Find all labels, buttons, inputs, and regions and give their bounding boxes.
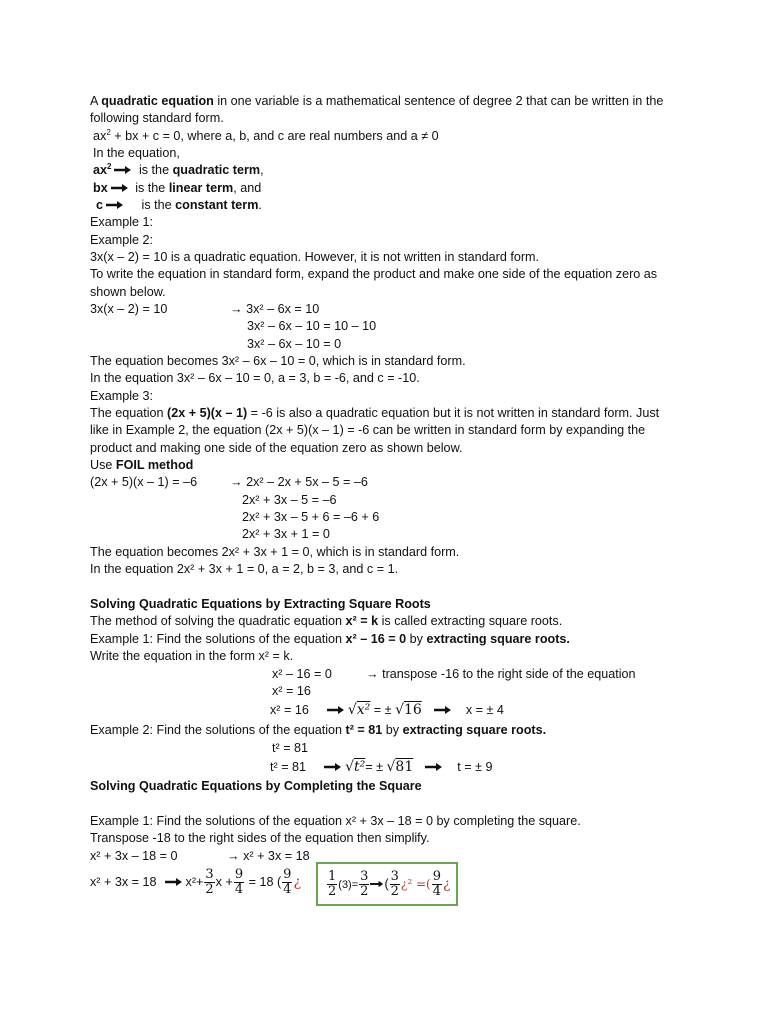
square-roots-example-1: Example 1: Find the solutions of the equation x² – 16 = 0 by extracting square roots. xyxy=(90,632,570,646)
arrow-right-icon xyxy=(327,705,345,715)
standard-form-line: $ax^2$ + bx + c = 0, where a, b, and c are real numbers and a ≠ 0 xyxy=(93,128,439,143)
square-roots-example-2: Example 2: Find the solutions of the equation t² = 81 by extracting square roots. xyxy=(90,723,547,737)
sqrt-t-squared: √t² xyxy=(345,759,366,775)
cs-transpose: Transpose -18 to the right sides of the equation then simplify. xyxy=(90,831,430,845)
example-2-paragraph-2: shown below. xyxy=(90,285,166,299)
cs-step-1-right: → x² + 3x = 18 xyxy=(227,849,310,863)
example-3-paragraph-1: The equation (2x + 5)(x – 1) = -6 is also a quadratic equation but it is not written in standard form. Just xyxy=(90,406,660,420)
arrow-right-icon xyxy=(165,877,183,887)
fraction-1-over-2: $\frac{1}{2}$ xyxy=(328,869,337,900)
fraction-9-over-4: $\frac{9}{4}$ xyxy=(283,867,292,898)
constant-term-line: c is the constant term. xyxy=(96,198,262,212)
arrow-right-icon xyxy=(324,762,342,772)
section-heading-square-roots: Solving Quadratic Equations by Extracting Square Roots xyxy=(90,597,431,611)
square-roots-definition: The method of solving the quadratic equation x² = k is called extracting square roots. xyxy=(90,614,563,628)
intro-paragraph-line-1: A quadratic equation in one variable is a mathematical sentence of degree 2 that can be written in the xyxy=(90,94,664,108)
square-roots-write-form: Write the equation in the form x² = k. xyxy=(90,649,294,663)
sr-ex1-step-1-note: → transpose -16 to the right side of the equation xyxy=(366,667,636,681)
arrow-right-icon xyxy=(434,705,452,715)
example-2-step-1-left: 3x(x – 2) = 10 xyxy=(90,302,168,316)
example-3-result-1: The equation becomes 2x² + 3x + 1 = 0, which is in standard form. xyxy=(90,545,460,559)
fraction-3-over-2: $\frac{3}{2}$ xyxy=(390,869,399,900)
fraction-9-over-4: $\frac{9}{4}$ xyxy=(234,867,244,898)
sr-ex2-step-1: t² = 81 xyxy=(272,741,309,755)
in-the-equation: In the equation, xyxy=(93,146,180,160)
arrow-right-icon xyxy=(106,200,124,210)
foil-method-line: Use FOIL method xyxy=(90,458,194,472)
cs-step-2: x² + 3x = 18 x²+ $\frac{3}{2}$ x + $\frac{9}{4}$ = 18 ( $\frac{9}{4}$ ¿ xyxy=(90,867,301,898)
example-2-label: Example 2: xyxy=(90,233,153,247)
sr-ex1-step-2: x² = 16 xyxy=(272,684,311,698)
section-heading-completing-square: Solving Quadratic Equations by Completing the Square xyxy=(90,779,422,793)
example-2-step-3: 3x² – 6x – 10 = 0 xyxy=(247,337,342,351)
fraction-9-over-4: $\frac{9}{4}$ xyxy=(432,869,441,900)
sr-ex1-step-1: x² – 16 = 0 xyxy=(272,667,332,681)
fraction-3-over-2: $\frac{3}{2}$ xyxy=(205,867,214,898)
example-3-paragraph-3: product and making one side of the equation zero as shown below. xyxy=(90,441,463,455)
example-2-paragraph-1: To write the equation in standard form, expand the product and make one side of the equation zero as xyxy=(90,267,658,281)
arrow-right-icon xyxy=(425,762,443,772)
example-2-statement: 3x(x – 2) = 10 is a quadratic equation. However, it is not written in standard form. xyxy=(90,250,540,264)
intro-paragraph-line-2: following standard form. xyxy=(90,111,224,125)
sqrt-x-squared: √x² xyxy=(347,702,371,718)
cs-step-1-left: x² + 3x – 18 = 0 xyxy=(90,849,178,863)
sr-ex1-step-3: x² = 16 √x² = ± √16 x = ± 4 xyxy=(270,702,504,718)
example-1-label: Example 1: xyxy=(90,215,153,229)
example-3-step-2: 2x² + 3x – 5 = –6 xyxy=(242,493,337,507)
fraction-3-over-2: $\frac{3}{2}$ xyxy=(360,869,369,900)
example-3-result-2: In the equation 2x² + 3x + 1 = 0, a = 2, b = 3, and c = 1. xyxy=(90,562,399,576)
arrow-right-icon xyxy=(114,165,132,175)
half-coefficient-work: $\frac{1}{2}$ (3)= $\frac{3}{2}$ ( $\frac{3}{2}$ ¿² =( $\frac{9}{4}$ ¿ xyxy=(328,869,451,900)
sqrt-16: √16 xyxy=(395,702,422,718)
example-3-step-1-right: → 2x² – 2x + 5x – 5 = –6 xyxy=(230,475,368,489)
example-3-step-3: 2x² + 3x – 5 + 6 = –6 + 6 xyxy=(242,510,380,524)
example-2-step-2: 3x² – 6x – 10 = 10 – 10 xyxy=(247,319,377,333)
sr-ex2-step-2: t² = 81 √t²= ± √81 t = ± 9 xyxy=(270,759,493,775)
example-3-step-4: 2x² + 3x + 1 = 0 xyxy=(242,527,330,541)
example-3-label: Example 3: xyxy=(90,389,153,403)
arrow-right-icon xyxy=(111,183,129,193)
example-3-step-1-left: (2x + 5)(x – 1) = –6 xyxy=(90,475,198,489)
example-2-result-1: The equation becomes 3x² – 6x – 10 = 0, which is in standard form. xyxy=(90,354,466,368)
quadratic-term-line: $ax^2$ is the quadratic term, xyxy=(93,162,264,177)
example-3-paragraph-2: like in Example 2, the equation (2x + 5)(x – 1) = -6 can be written in standard form by expanding the xyxy=(90,423,646,437)
cs-example-1: Example 1: Find the solutions of the equation x² + 3x – 18 = 0 by completing the square. xyxy=(90,814,581,828)
example-2-result-2: In the equation 3x² – 6x – 10 = 0, a = 3, b = -6, and c = -10. xyxy=(90,371,420,385)
example-2-step-1-right: → 3x² – 6x = 10 xyxy=(230,302,320,316)
sqrt-81: √81 xyxy=(386,759,414,775)
arrow-right-icon xyxy=(370,879,384,889)
linear-term-line: bx is the linear term, and xyxy=(93,181,262,195)
